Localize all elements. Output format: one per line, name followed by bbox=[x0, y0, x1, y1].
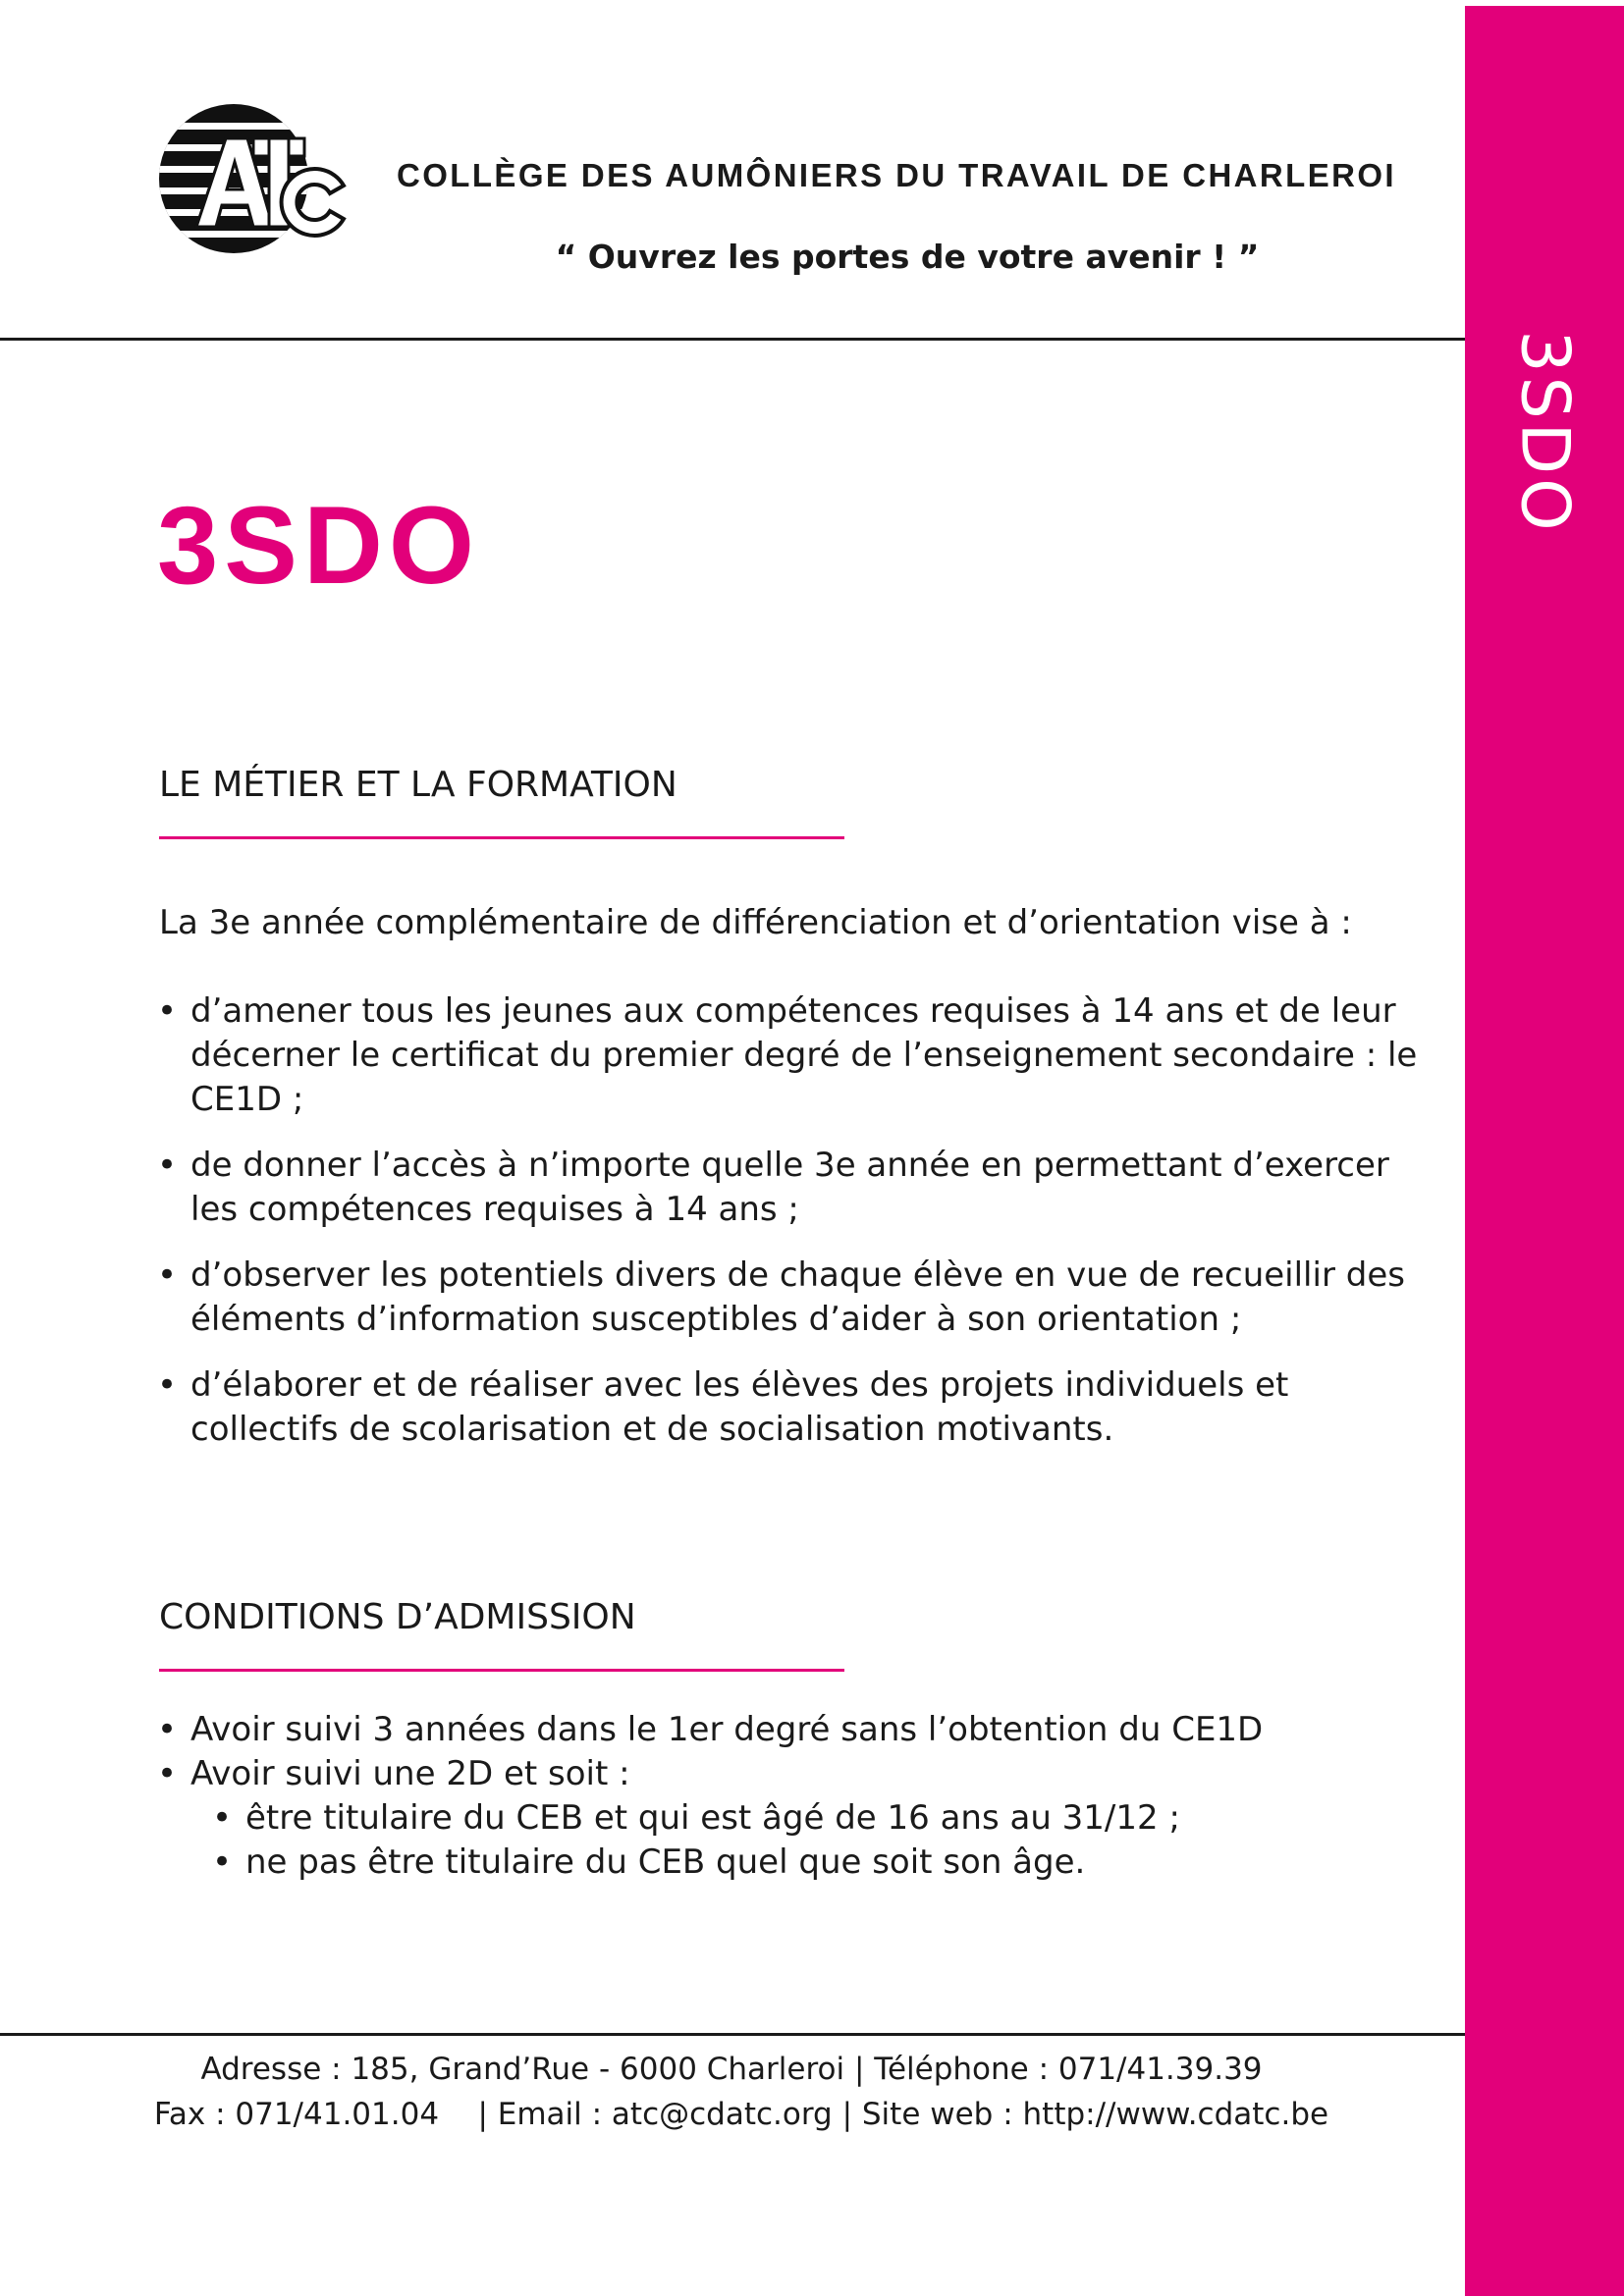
conditions-list bbox=[157, 1708, 1434, 1885]
list-item: • être titulaire du CEB et qui est âgé de 16 ans au 31/12 ; bbox=[212, 1796, 1434, 1841]
footer-address: Adresse : 185, Grand’Rue - 6000 Charleroi | Téléphone : 071/41.39.39 bbox=[200, 2052, 1263, 2087]
list-item: • Avoir suivi une 2D et soit : bbox=[157, 1752, 1434, 1796]
section-heading-metier: LE MÉTIER ET LA FORMATION bbox=[159, 765, 677, 805]
sub-conditions-list bbox=[157, 1796, 1434, 1885]
slogan: “ Ouvrez les portes de votre avenir ! ” bbox=[555, 238, 1260, 276]
header-divider bbox=[0, 338, 1465, 341]
footer-contact: Fax : 071/41.01.04 | Email : atc@cdatc.org | Site web : http://www.cdatc.be bbox=[153, 2097, 1329, 2132]
list-item: • d’amener tous les jeunes aux compétences requises à 14 ans et de leur décerner le certificat du premier degré de l’enseignement secondaire : le CE1D ; bbox=[157, 989, 1434, 1122]
footer-divider bbox=[0, 2033, 1465, 2036]
side-label bbox=[1465, 324, 1624, 540]
goals-list bbox=[157, 989, 1434, 1473]
side-label-text: 3SDO bbox=[1505, 329, 1584, 535]
section-divider-metier bbox=[159, 836, 844, 839]
atc-logo bbox=[157, 103, 349, 255]
list-item: • de donner l’accès à n’importe quelle 3e année en permettant d’exercer les compétences requises à 14 ans ; bbox=[157, 1144, 1434, 1232]
page-title: 3SDO bbox=[157, 484, 480, 607]
intro-text: La 3e année complémentaire de différenciation et d’orientation vise à : bbox=[159, 903, 1352, 942]
section-divider-admission bbox=[159, 1669, 844, 1672]
list-item: • d’élaborer et de réaliser avec les élèves des projets individuels et collectifs de scolarisation et de socialisation motivants. bbox=[157, 1363, 1434, 1452]
list-item: • Avoir suivi 3 années dans le 1er degré sans l’obtention du CE1D bbox=[157, 1708, 1434, 1752]
list-item: • d’observer les potentiels divers de chaque élève en vue de recueillir des éléments d’information susceptibles d’aider à son orientation ; bbox=[157, 1254, 1434, 1342]
sub-list-container bbox=[157, 1796, 1434, 1885]
section-heading-admission: CONDITIONS D’ADMISSION bbox=[159, 1597, 636, 1637]
list-item: • ne pas être titulaire du CEB quel que soit son âge. bbox=[212, 1841, 1434, 1885]
college-name: COLLÈGE DES AUMÔNIERS DU TRAVAIL DE CHARLEROI bbox=[397, 157, 1396, 193]
